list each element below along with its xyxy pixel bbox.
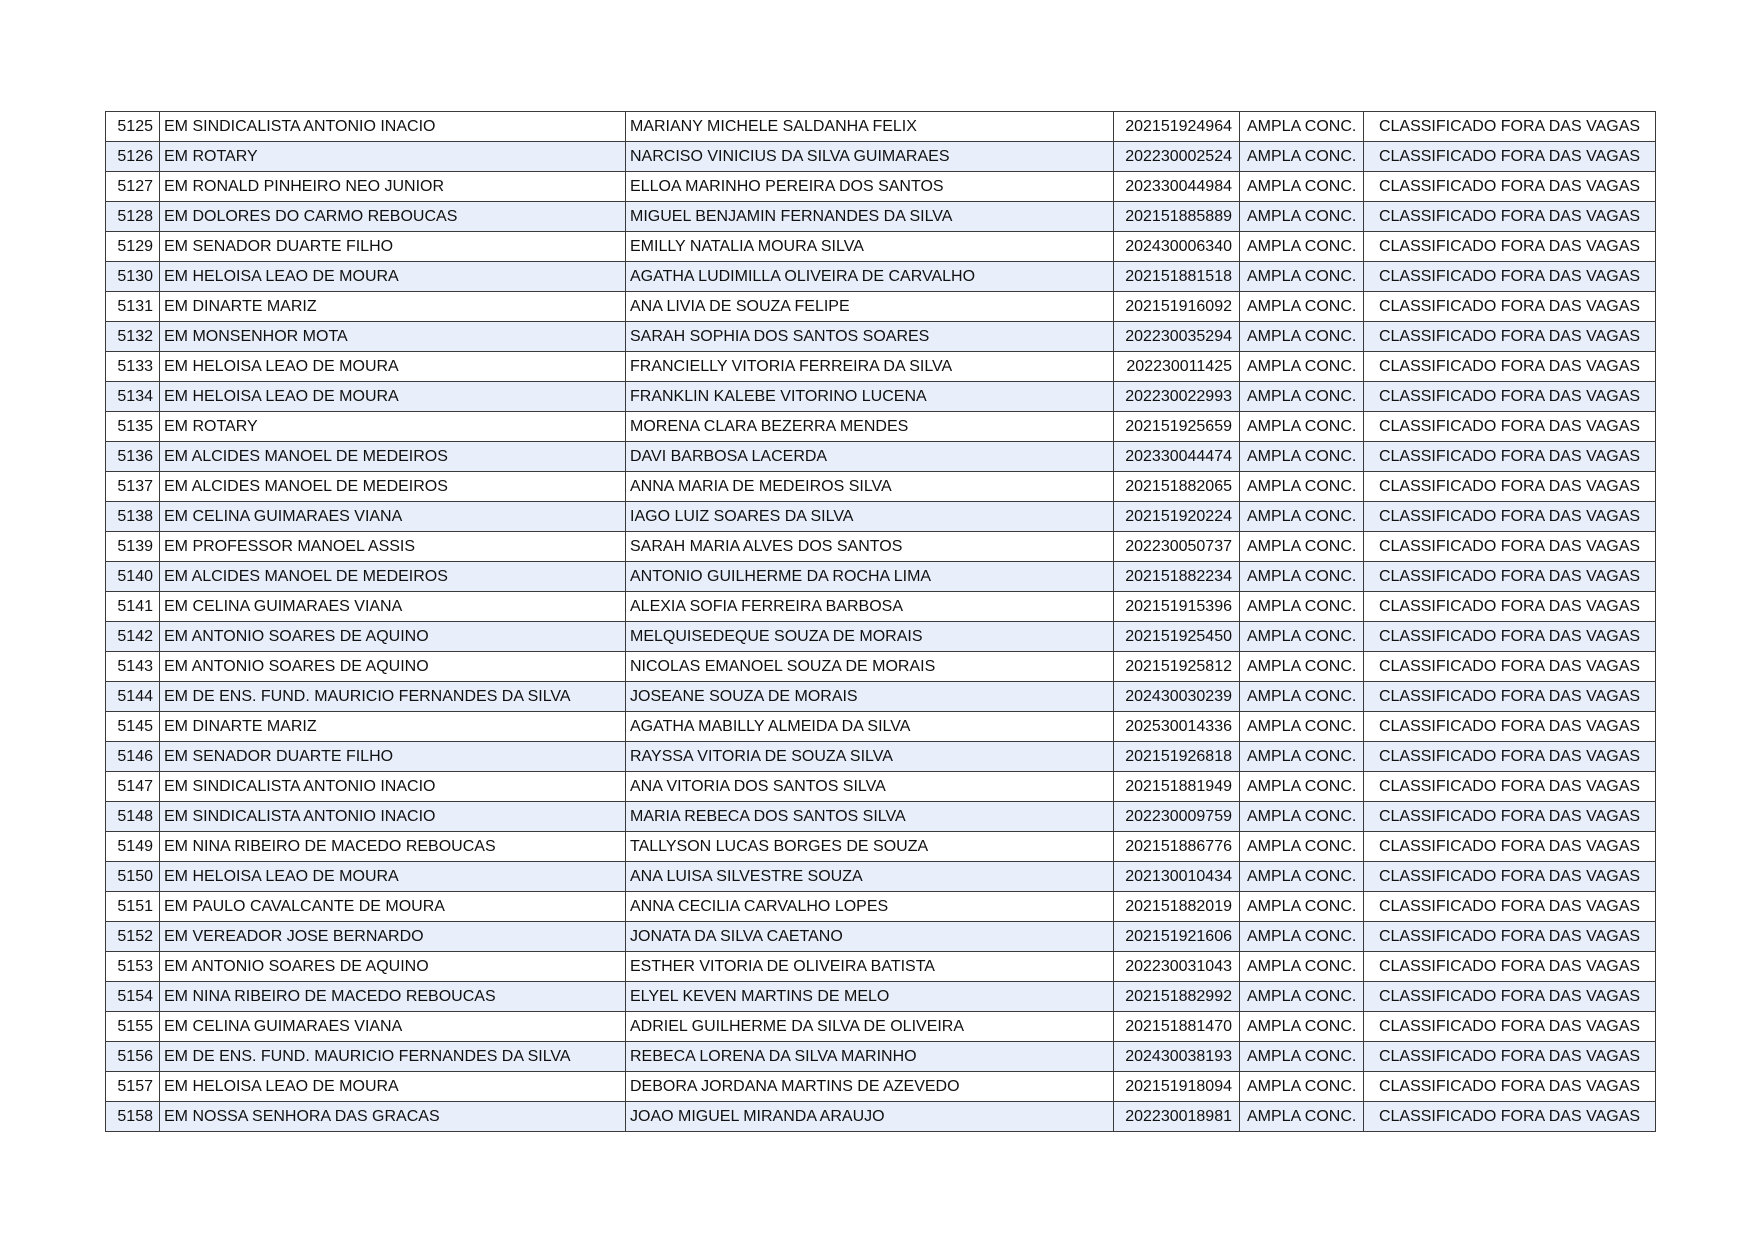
cell-status: CLASSIFICADO FORA DAS VAGAS [1364, 682, 1656, 712]
cell-registration: 202230022993 [1114, 382, 1240, 412]
cell-status: CLASSIFICADO FORA DAS VAGAS [1364, 172, 1656, 202]
cell-quota-type: AMPLA CONC. [1240, 202, 1364, 232]
cell-registration: 202151881470 [1114, 1012, 1240, 1042]
cell-quota-type: AMPLA CONC. [1240, 592, 1364, 622]
cell-school: EM PAULO CAVALCANTE DE MOURA [160, 892, 626, 922]
cell-number: 5142 [106, 622, 160, 652]
table-row [106, 742, 1656, 772]
cell-school: EM CELINA GUIMARAES VIANA [160, 1012, 626, 1042]
cell-student-name: JONATA DA SILVA CAETANO [626, 922, 1114, 952]
cell-student-name: DAVI BARBOSA LACERDA [626, 442, 1114, 472]
cell-number: 5152 [106, 922, 160, 952]
table-row [106, 292, 1656, 322]
cell-quota-type: AMPLA CONC. [1240, 352, 1364, 382]
cell-student-name: MORENA CLARA BEZERRA MENDES [626, 412, 1114, 442]
table-row [106, 652, 1656, 682]
cell-registration: 202151925450 [1114, 622, 1240, 652]
cell-quota-type: AMPLA CONC. [1240, 322, 1364, 352]
cell-student-name: TALLYSON LUCAS BORGES DE SOUZA [626, 832, 1114, 862]
cell-registration: 202151882019 [1114, 892, 1240, 922]
table-row [106, 322, 1656, 352]
cell-quota-type: AMPLA CONC. [1240, 502, 1364, 532]
cell-status: CLASSIFICADO FORA DAS VAGAS [1364, 922, 1656, 952]
table-row [106, 412, 1656, 442]
cell-quota-type: AMPLA CONC. [1240, 472, 1364, 502]
cell-student-name: AGATHA LUDIMILLA OLIVEIRA DE CARVALHO [626, 262, 1114, 292]
cell-status: CLASSIFICADO FORA DAS VAGAS [1364, 562, 1656, 592]
cell-number: 5134 [106, 382, 160, 412]
cell-student-name: REBECA LORENA DA SILVA MARINHO [626, 1042, 1114, 1072]
cell-school: EM CELINA GUIMARAES VIANA [160, 502, 626, 532]
table-row [106, 832, 1656, 862]
cell-school: EM PROFESSOR MANOEL ASSIS [160, 532, 626, 562]
table-row [106, 142, 1656, 172]
cell-status: CLASSIFICADO FORA DAS VAGAS [1364, 772, 1656, 802]
cell-quota-type: AMPLA CONC. [1240, 862, 1364, 892]
cell-student-name: JOAO MIGUEL MIRANDA ARAUJO [626, 1102, 1114, 1132]
cell-student-name: NICOLAS EMANOEL SOUZA DE MORAIS [626, 652, 1114, 682]
cell-number: 5131 [106, 292, 160, 322]
cell-quota-type: AMPLA CONC. [1240, 772, 1364, 802]
cell-quota-type: AMPLA CONC. [1240, 832, 1364, 862]
results-body [106, 112, 1656, 1132]
table-row [106, 922, 1656, 952]
cell-registration: 202230031043 [1114, 952, 1240, 982]
cell-school: EM DINARTE MARIZ [160, 712, 626, 742]
cell-status: CLASSIFICADO FORA DAS VAGAS [1364, 652, 1656, 682]
cell-school: EM ANTONIO SOARES DE AQUINO [160, 652, 626, 682]
cell-student-name: ELYEL KEVEN MARTINS DE MELO [626, 982, 1114, 1012]
cell-status: CLASSIFICADO FORA DAS VAGAS [1364, 592, 1656, 622]
cell-number: 5148 [106, 802, 160, 832]
cell-student-name: ANTONIO GUILHERME DA ROCHA LIMA [626, 562, 1114, 592]
cell-status: CLASSIFICADO FORA DAS VAGAS [1364, 292, 1656, 322]
cell-school: EM DOLORES DO CARMO REBOUCAS [160, 202, 626, 232]
table-row [106, 202, 1656, 232]
table-row [106, 892, 1656, 922]
cell-quota-type: AMPLA CONC. [1240, 922, 1364, 952]
cell-number: 5150 [106, 862, 160, 892]
cell-status: CLASSIFICADO FORA DAS VAGAS [1364, 982, 1656, 1012]
cell-registration: 202151882065 [1114, 472, 1240, 502]
cell-registration: 202151926818 [1114, 742, 1240, 772]
cell-student-name: SARAH MARIA ALVES DOS SANTOS [626, 532, 1114, 562]
cell-quota-type: AMPLA CONC. [1240, 142, 1364, 172]
cell-school: EM SINDICALISTA ANTONIO INACIO [160, 802, 626, 832]
cell-quota-type: AMPLA CONC. [1240, 232, 1364, 262]
cell-school: EM ALCIDES MANOEL DE MEDEIROS [160, 562, 626, 592]
cell-school: EM DINARTE MARIZ [160, 292, 626, 322]
cell-quota-type: AMPLA CONC. [1240, 622, 1364, 652]
cell-registration: 202330044474 [1114, 442, 1240, 472]
cell-status: CLASSIFICADO FORA DAS VAGAS [1364, 802, 1656, 832]
table-row [106, 562, 1656, 592]
cell-status: CLASSIFICADO FORA DAS VAGAS [1364, 622, 1656, 652]
table-row [106, 112, 1656, 142]
cell-status: CLASSIFICADO FORA DAS VAGAS [1364, 892, 1656, 922]
cell-status: CLASSIFICADO FORA DAS VAGAS [1364, 442, 1656, 472]
cell-school: EM HELOISA LEAO DE MOURA [160, 382, 626, 412]
cell-registration: 202230009759 [1114, 802, 1240, 832]
cell-status: CLASSIFICADO FORA DAS VAGAS [1364, 832, 1656, 862]
cell-student-name: ANA LIVIA DE SOUZA FELIPE [626, 292, 1114, 322]
cell-registration: 202230050737 [1114, 532, 1240, 562]
cell-status: CLASSIFICADO FORA DAS VAGAS [1364, 1102, 1656, 1132]
cell-status: CLASSIFICADO FORA DAS VAGAS [1364, 502, 1656, 532]
cell-status: CLASSIFICADO FORA DAS VAGAS [1364, 1072, 1656, 1102]
cell-quota-type: AMPLA CONC. [1240, 292, 1364, 322]
cell-number: 5145 [106, 712, 160, 742]
cell-number: 5157 [106, 1072, 160, 1102]
cell-status: CLASSIFICADO FORA DAS VAGAS [1364, 1042, 1656, 1072]
cell-school: EM SINDICALISTA ANTONIO INACIO [160, 772, 626, 802]
cell-student-name: SARAH SOPHIA DOS SANTOS SOARES [626, 322, 1114, 352]
cell-registration: 202130010434 [1114, 862, 1240, 892]
cell-student-name: ELLOA MARINHO PEREIRA DOS SANTOS [626, 172, 1114, 202]
cell-number: 5139 [106, 532, 160, 562]
cell-student-name: FRANKLIN KALEBE VITORINO LUCENA [626, 382, 1114, 412]
cell-registration: 202151916092 [1114, 292, 1240, 322]
cell-student-name: NARCISO VINICIUS DA SILVA GUIMARAES [626, 142, 1114, 172]
cell-school: EM SENADOR DUARTE FILHO [160, 742, 626, 772]
cell-number: 5158 [106, 1102, 160, 1132]
cell-registration: 202430030239 [1114, 682, 1240, 712]
cell-registration: 202230018981 [1114, 1102, 1240, 1132]
cell-student-name: ANA LUISA SILVESTRE SOUZA [626, 862, 1114, 892]
cell-registration: 202151885889 [1114, 202, 1240, 232]
table-row [106, 952, 1656, 982]
cell-student-name: ANNA MARIA DE MEDEIROS SILVA [626, 472, 1114, 502]
table-row [106, 472, 1656, 502]
cell-quota-type: AMPLA CONC. [1240, 742, 1364, 772]
cell-status: CLASSIFICADO FORA DAS VAGAS [1364, 352, 1656, 382]
cell-quota-type: AMPLA CONC. [1240, 892, 1364, 922]
cell-registration: 202151882234 [1114, 562, 1240, 592]
cell-student-name: FRANCIELLY VITORIA FERREIRA DA SILVA [626, 352, 1114, 382]
cell-school: EM HELOISA LEAO DE MOURA [160, 862, 626, 892]
cell-student-name: DEBORA JORDANA MARTINS DE AZEVEDO [626, 1072, 1114, 1102]
cell-quota-type: AMPLA CONC. [1240, 652, 1364, 682]
cell-status: CLASSIFICADO FORA DAS VAGAS [1364, 472, 1656, 502]
cell-school: EM ALCIDES MANOEL DE MEDEIROS [160, 442, 626, 472]
cell-student-name: MARIANY MICHELE SALDANHA FELIX [626, 112, 1114, 142]
cell-school: EM SINDICALISTA ANTONIO INACIO [160, 112, 626, 142]
cell-quota-type: AMPLA CONC. [1240, 802, 1364, 832]
cell-quota-type: AMPLA CONC. [1240, 1042, 1364, 1072]
cell-registration: 202151925659 [1114, 412, 1240, 442]
cell-number: 5136 [106, 442, 160, 472]
cell-status: CLASSIFICADO FORA DAS VAGAS [1364, 202, 1656, 232]
cell-student-name: MARIA REBECA DOS SANTOS SILVA [626, 802, 1114, 832]
cell-number: 5138 [106, 502, 160, 532]
cell-school: EM ANTONIO SOARES DE AQUINO [160, 952, 626, 982]
cell-school: EM DE ENS. FUND. MAURICIO FERNANDES DA SILVA [160, 1042, 626, 1072]
cell-student-name: RAYSSA VITORIA DE SOUZA SILVA [626, 742, 1114, 772]
table-row [106, 382, 1656, 412]
table-row [106, 712, 1656, 742]
table-row [106, 442, 1656, 472]
cell-registration: 202151881949 [1114, 772, 1240, 802]
cell-school: EM ROTARY [160, 142, 626, 172]
table-row [106, 1012, 1656, 1042]
cell-school: EM NINA RIBEIRO DE MACEDO REBOUCAS [160, 832, 626, 862]
cell-registration: 202151918094 [1114, 1072, 1240, 1102]
cell-status: CLASSIFICADO FORA DAS VAGAS [1364, 232, 1656, 262]
cell-school: EM HELOISA LEAO DE MOURA [160, 352, 626, 382]
cell-number: 5126 [106, 142, 160, 172]
cell-registration: 202230011425 [1114, 352, 1240, 382]
cell-number: 5137 [106, 472, 160, 502]
cell-number: 5143 [106, 652, 160, 682]
cell-student-name: MIGUEL BENJAMIN FERNANDES DA SILVA [626, 202, 1114, 232]
cell-status: CLASSIFICADO FORA DAS VAGAS [1364, 532, 1656, 562]
cell-school: EM DE ENS. FUND. MAURICIO FERNANDES DA SILVA [160, 682, 626, 712]
table-row [106, 622, 1656, 652]
table-row [106, 802, 1656, 832]
cell-quota-type: AMPLA CONC. [1240, 712, 1364, 742]
table-row [106, 1102, 1656, 1132]
cell-quota-type: AMPLA CONC. [1240, 172, 1364, 202]
cell-status: CLASSIFICADO FORA DAS VAGAS [1364, 712, 1656, 742]
cell-number: 5129 [106, 232, 160, 262]
cell-school: EM ROTARY [160, 412, 626, 442]
cell-school: EM ANTONIO SOARES DE AQUINO [160, 622, 626, 652]
cell-status: CLASSIFICADO FORA DAS VAGAS [1364, 742, 1656, 772]
cell-registration: 202230002524 [1114, 142, 1240, 172]
cell-school: EM SENADOR DUARTE FILHO [160, 232, 626, 262]
cell-registration: 202151915396 [1114, 592, 1240, 622]
cell-registration: 202230035294 [1114, 322, 1240, 352]
cell-quota-type: AMPLA CONC. [1240, 532, 1364, 562]
cell-status: CLASSIFICADO FORA DAS VAGAS [1364, 952, 1656, 982]
table-row [106, 172, 1656, 202]
cell-number: 5135 [106, 412, 160, 442]
cell-quota-type: AMPLA CONC. [1240, 112, 1364, 142]
cell-number: 5146 [106, 742, 160, 772]
cell-status: CLASSIFICADO FORA DAS VAGAS [1364, 262, 1656, 292]
cell-quota-type: AMPLA CONC. [1240, 1012, 1364, 1042]
cell-number: 5155 [106, 1012, 160, 1042]
cell-status: CLASSIFICADO FORA DAS VAGAS [1364, 142, 1656, 172]
table-row [106, 352, 1656, 382]
cell-student-name: EMILLY NATALIA MOURA SILVA [626, 232, 1114, 262]
cell-number: 5144 [106, 682, 160, 712]
cell-registration: 202430038193 [1114, 1042, 1240, 1072]
cell-registration: 202151925812 [1114, 652, 1240, 682]
cell-number: 5132 [106, 322, 160, 352]
cell-school: EM ALCIDES MANOEL DE MEDEIROS [160, 472, 626, 502]
cell-school: EM CELINA GUIMARAES VIANA [160, 592, 626, 622]
cell-number: 5151 [106, 892, 160, 922]
results-table [105, 111, 1656, 1132]
table-row [106, 532, 1656, 562]
cell-school: EM RONALD PINHEIRO NEO JUNIOR [160, 172, 626, 202]
cell-registration: 202151920224 [1114, 502, 1240, 532]
cell-quota-type: AMPLA CONC. [1240, 982, 1364, 1012]
table-row [106, 592, 1656, 622]
cell-number: 5133 [106, 352, 160, 382]
table-row [106, 232, 1656, 262]
cell-quota-type: AMPLA CONC. [1240, 262, 1364, 292]
cell-student-name: AGATHA MABILLY ALMEIDA DA SILVA [626, 712, 1114, 742]
cell-quota-type: AMPLA CONC. [1240, 382, 1364, 412]
cell-school: EM HELOISA LEAO DE MOURA [160, 262, 626, 292]
cell-student-name: ANA VITORIA DOS SANTOS SILVA [626, 772, 1114, 802]
cell-student-name: ALEXIA SOFIA FERREIRA BARBOSA [626, 592, 1114, 622]
cell-number: 5140 [106, 562, 160, 592]
cell-registration: 202151921606 [1114, 922, 1240, 952]
cell-registration: 202151924964 [1114, 112, 1240, 142]
cell-student-name: IAGO LUIZ SOARES DA SILVA [626, 502, 1114, 532]
cell-student-name: ADRIEL GUILHERME DA SILVA DE OLIVEIRA [626, 1012, 1114, 1042]
cell-number: 5153 [106, 952, 160, 982]
cell-number: 5147 [106, 772, 160, 802]
cell-status: CLASSIFICADO FORA DAS VAGAS [1364, 382, 1656, 412]
cell-registration: 202151886776 [1114, 832, 1240, 862]
cell-quota-type: AMPLA CONC. [1240, 1102, 1364, 1132]
cell-status: CLASSIFICADO FORA DAS VAGAS [1364, 1012, 1656, 1042]
cell-number: 5127 [106, 172, 160, 202]
cell-number: 5128 [106, 202, 160, 232]
table-row [106, 982, 1656, 1012]
table-row [106, 772, 1656, 802]
cell-number: 5156 [106, 1042, 160, 1072]
cell-school: EM MONSENHOR MOTA [160, 322, 626, 352]
cell-status: CLASSIFICADO FORA DAS VAGAS [1364, 112, 1656, 142]
cell-number: 5125 [106, 112, 160, 142]
cell-quota-type: AMPLA CONC. [1240, 442, 1364, 472]
cell-student-name: MELQUISEDEQUE SOUZA DE MORAIS [626, 622, 1114, 652]
cell-registration: 202430006340 [1114, 232, 1240, 262]
table-row [106, 862, 1656, 892]
table-row [106, 262, 1656, 292]
cell-school: EM NOSSA SENHORA DAS GRACAS [160, 1102, 626, 1132]
cell-number: 5141 [106, 592, 160, 622]
cell-student-name: ESTHER VITORIA DE OLIVEIRA BATISTA [626, 952, 1114, 982]
cell-quota-type: AMPLA CONC. [1240, 1072, 1364, 1102]
cell-quota-type: AMPLA CONC. [1240, 562, 1364, 592]
cell-quota-type: AMPLA CONC. [1240, 682, 1364, 712]
cell-school: EM HELOISA LEAO DE MOURA [160, 1072, 626, 1102]
cell-number: 5154 [106, 982, 160, 1012]
cell-quota-type: AMPLA CONC. [1240, 412, 1364, 442]
cell-student-name: JOSEANE SOUZA DE MORAIS [626, 682, 1114, 712]
cell-number: 5149 [106, 832, 160, 862]
cell-status: CLASSIFICADO FORA DAS VAGAS [1364, 412, 1656, 442]
cell-status: CLASSIFICADO FORA DAS VAGAS [1364, 862, 1656, 892]
table-row [106, 1042, 1656, 1072]
cell-quota-type: AMPLA CONC. [1240, 952, 1364, 982]
cell-registration: 202151881518 [1114, 262, 1240, 292]
cell-registration: 202151882992 [1114, 982, 1240, 1012]
cell-status: CLASSIFICADO FORA DAS VAGAS [1364, 322, 1656, 352]
table-row [106, 682, 1656, 712]
table-row [106, 502, 1656, 532]
cell-school: EM VEREADOR JOSE BERNARDO [160, 922, 626, 952]
table-row [106, 1072, 1656, 1102]
cell-number: 5130 [106, 262, 160, 292]
cell-registration: 202330044984 [1114, 172, 1240, 202]
cell-school: EM NINA RIBEIRO DE MACEDO REBOUCAS [160, 982, 626, 1012]
cell-student-name: ANNA CECILIA CARVALHO LOPES [626, 892, 1114, 922]
cell-registration: 202530014336 [1114, 712, 1240, 742]
